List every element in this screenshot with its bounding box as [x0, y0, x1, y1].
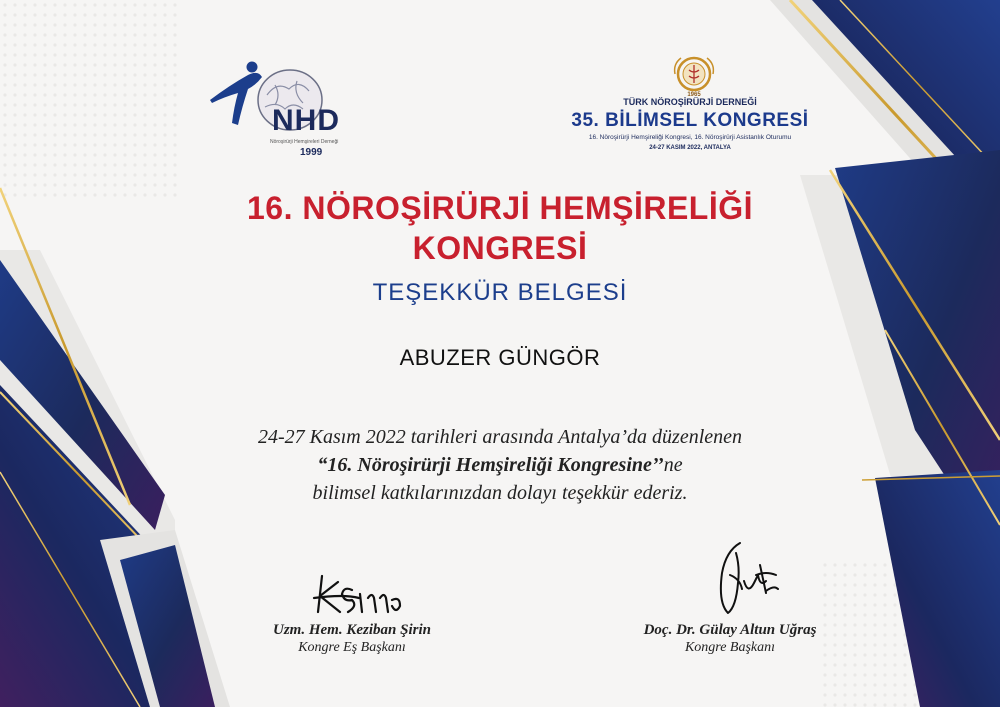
congress-date-place: 24-27 KASIM 2022, ANTALYA: [649, 145, 731, 151]
dot-texture-top-left: [0, 0, 180, 200]
association-name: TÜRK NÖROŞİRÜRJİ DERNEĞİ: [623, 97, 757, 107]
nhd-acronym: NHD: [272, 104, 340, 137]
association-emblem-icon: [671, 52, 717, 98]
signatory-2-role: Kongre Başkanı: [684, 640, 776, 655]
body-line-2: [0, 454, 1000, 477]
body-line-1: 24-27 Kasım 2022 tarihleri arasında Antalya’da düzenlenen: [257, 426, 743, 448]
recipient-name: ABUZER GÜNGÖR: [399, 345, 601, 370]
congress-quote: “16. Nöroşirürji Hemşireliği Kongresine’’: [317, 454, 664, 476]
signatory-1-role: Kongre Eş Başkanı: [298, 640, 406, 655]
nhd-subtitle: Nöroşirürji Hemşireleri Derneği: [270, 139, 339, 145]
signatory-1-name: Uzm. Hem. Keziban Şirin: [273, 622, 431, 638]
congress-subtitle: 16. Nöroşirürji Hemşireliği Kongresi, 16. Nöroşirürji Asistanlık Oturumu: [588, 134, 792, 141]
signature-scribble-icon: [700, 535, 790, 620]
emblem-year: 1965: [687, 92, 701, 98]
body-line-3: bilimsel katkılarınızdan dolayı teşekkür ederiz.: [312, 482, 688, 504]
signatory-2-name: Doç. Dr. Gülay Altun Uğraş: [643, 622, 817, 638]
scientific-congress-title: 35. BİLİMSEL KONGRESİ: [571, 110, 809, 131]
certificate-title-line2: KONGRESİ: [412, 230, 588, 266]
signature-scribble-icon: [300, 568, 410, 618]
document-type: TEŞEKKÜR BELGESİ: [372, 279, 628, 306]
certificate-title-line1: 16. NÖROŞİRÜRJİ HEMŞİRELİĞİ: [246, 190, 754, 226]
body-line-2-suffix: ne: [663, 454, 683, 476]
nhd-year: 1999: [300, 147, 323, 158]
